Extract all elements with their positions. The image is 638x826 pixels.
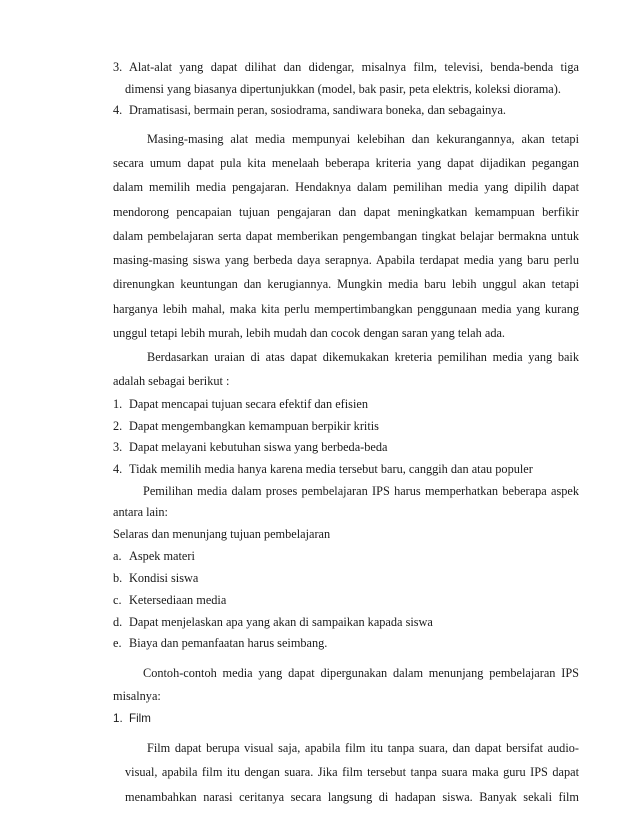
list-letter: d. [113, 615, 123, 629]
paragraph-line: Pemilihan media dalam proses pembelajaran IPS harus memperhatkan beberapa aspek [143, 484, 579, 498]
aspect-item [113, 636, 579, 650]
paragraph-line: antara lain: [113, 505, 168, 519]
criteria-item [113, 397, 579, 411]
film-heading [113, 712, 579, 726]
list-text: Dramatisasi, bermain peran, sosiodrama, sandiwara boneka, dan sebagainya. [129, 103, 506, 117]
paragraph-line: dalam memilih media pengajaran. Hendaknya dalam pemilihan media yang dipilih dapat [113, 180, 579, 194]
paragraph-line: menambahkan narasi ceritanya secara langsung di hadapan siswa. Banyak sekali film [125, 790, 579, 804]
list-text: Alat-alat yang dapat dilihat dan didengar, misalnya film, televisi, benda-benda tiga [129, 60, 579, 74]
paragraph-line: visual, apabila film itu dengan suara. Jika film tersebut tanpa suara maka guru IPS dapat [125, 765, 579, 779]
paragraph-line: Berdasarkan uraian di atas dapat dikemukakan kreteria pemilihan media yang baik [147, 350, 579, 364]
list-item [113, 103, 579, 117]
list-number: 1. [113, 712, 123, 725]
list-letter: a. [113, 549, 122, 563]
paragraph-line: dalam pembelajaran serta dapat memberikan pengembangan tingkat belajar bermakna untuk [113, 229, 579, 243]
paragraph-line: masing-masing siswa yang berbeda daya serapnya. Apabila terdapat media yang baru perlu [113, 253, 579, 267]
list-number: 2. [113, 419, 123, 433]
list-text: Biaya dan pemanfaatan harus seimbang. [129, 636, 328, 650]
list-text: Dapat menjelaskan apa yang akan di sampaikan kapada siswa [129, 615, 433, 629]
list-text: Kondisi siswa [129, 571, 199, 585]
list-number: 4. [113, 103, 123, 117]
paragraph-line: secara umum dapat pula kita menelaah beberapa kriteria yang dapat dijadikan pegangan [113, 156, 579, 170]
list-number: 3. [113, 440, 123, 454]
list-text: Dapat melayani kebutuhan siswa yang berbeda-beda [129, 440, 388, 454]
list-text: Tidak memilih media hanya karena media tersebut baru, canggih dan atau populer [129, 462, 533, 476]
list-text: Dapat mengembangkan kemampuan berpikir kritis [129, 419, 379, 433]
paragraph-line: direnungkan keuntungan dan kerugiannya. Mungkin media baru lebih unggul akan tetapi [113, 277, 579, 291]
list-number: 4. [113, 462, 123, 476]
paragraph-line: Film dapat berupa visual saja, apabila film itu tanpa suara, dan dapat bersifat audio- [147, 741, 579, 755]
list-number: 3. [113, 60, 123, 74]
paragraph-line: misalnya: [113, 689, 161, 703]
paragraph-line: Contoh-contoh media yang dapat dipergunakan dalam menunjang pembelajaran IPS [143, 666, 579, 680]
criteria-item [113, 419, 579, 433]
list-item [113, 60, 579, 74]
list-item-continuation: dimensi yang biasanya dipertunjukkan (model, bak pasir, peta elektris, koleksi diorama). [125, 82, 561, 96]
paragraph-line: harganya lebih mahal, maka kita perlu mempertimbangkan penggunaan media yang kurang [113, 302, 579, 316]
list-number: 1. [113, 397, 123, 411]
list-letter: c. [113, 593, 122, 607]
aspect-item [113, 593, 579, 607]
aspect-item [113, 615, 579, 629]
list-letter: b. [113, 571, 123, 585]
aspect-item [113, 571, 579, 585]
paragraph-line: unggul tetapi lebih murah, lebih mudah dan cocok dengan saran yang telah ada. [113, 326, 506, 340]
aspect-item [113, 549, 579, 563]
paragraph-line: mendorong pencapaian tujuan pengajaran dan dapat meningkatkan kemampuan berfikir [113, 205, 579, 219]
criteria-item [113, 440, 579, 454]
criteria-item [113, 462, 579, 476]
paragraph-line: Masing-masing alat media mempunyai kelebihan dan kekurangannya, akan tetapi [147, 132, 579, 146]
paragraph-line: adalah sebagai berikut : [113, 374, 230, 388]
list-text: Dapat mencapai tujuan secara efektif dan efisien [129, 397, 368, 411]
list-text: Aspek materi [129, 549, 195, 563]
aspects-heading: Selaras dan menunjang tujuan pembelajaran [113, 527, 331, 541]
list-text: Ketersediaan media [129, 593, 227, 607]
list-letter: e. [113, 636, 122, 650]
film-heading-text: Film [129, 712, 151, 725]
